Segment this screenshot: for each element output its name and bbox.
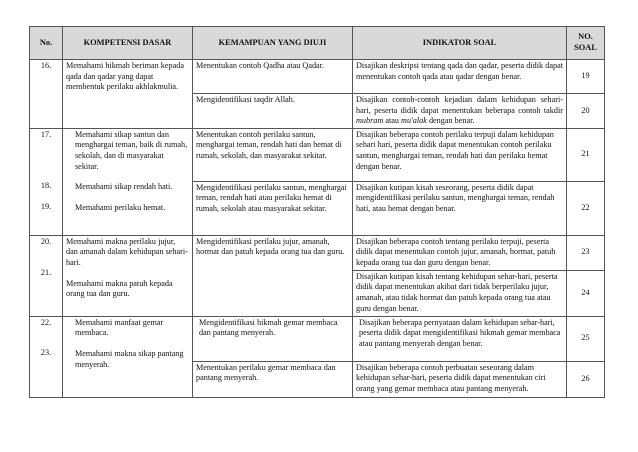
table-row [30, 128, 605, 181]
indikator-cell: Disajikan kutipan kisah tentang kehidupan sehar-hari, peserta didik dapat menentukan akibat dari tidak berperilaku jujur, amanah, atau tidak hormat dan patuh kepada orang tua atau guru dengan benar. [353, 270, 567, 316]
row-number-stack [30, 235, 63, 316]
row-number: 23. [40, 348, 52, 358]
kemampuan-cell: Menentukan contoh Qadha atau Qadar. [193, 60, 353, 94]
kd-text: Memahami makna perilaku jujur, dan amanah dalam kehidupan sehari-hari. [66, 236, 188, 267]
indikator-cell: Disajikan beberapa pernyataan dalam kehidupan sehar-hari, peserta didik dapat mengidentifikasi hikmah gemar membaca atau pantang menyerah dengan benar. [353, 316, 567, 361]
kemampuan-cell: Menentukan perilaku gemar membaca dan pantang menyerah. [193, 361, 353, 397]
header-no-soal: NO. SOAL [567, 27, 605, 60]
header-indikator-soal: INDIKATOR SOAL [353, 27, 567, 60]
kd-text: Memahami perilaku hemat. [75, 202, 166, 212]
kd-text: Memahami sikap santun dan menghargai teman, baik di rumah, sekolah, dan di masyarakat sekitar. [75, 129, 188, 171]
nomor-soal-cell: 25 [567, 316, 605, 361]
kompetensi-dasar-cell [63, 235, 193, 316]
kd-text: Memahami makna sikap pantang menyerah. [75, 348, 184, 369]
kisi-kisi-table [29, 26, 605, 398]
kemampuan-cell: Menentukan contoh perilaku santun, menghargai teman, rendah hati dan hemat di rumah, sekolah, dan masyarakat sekitar. [193, 128, 353, 181]
kompetensi-dasar-cell [63, 316, 193, 397]
indikator-cell: Disajikan beberapa contoh tentang perilaku terpuji, peserta didik dapat menentukan contoh jujur, amanah, hormat, patuh kepada orang tua dan guru dengan benar. [353, 235, 567, 270]
kd-text: Memahami manfaat gemar membaca. [75, 317, 164, 338]
header-kemampuan-diuji: KEMAMPUAN YANG DIUJI [193, 27, 353, 60]
indikator-text: Disajikan contoh-contoh kejadian dalam kehidupan sehari-hari, peserta didik dapat menentukan beberapa contoh takdir [356, 95, 563, 115]
indikator-cell: Disajikan beberapa contoh perilaku terpuji dalam kehidupan sehari hari, peserta didik dapat menentukan contoh perilaku santun, menghargai teman, rendah hati dan perilaku hemat dengan benar. [353, 128, 567, 181]
indikator-cell [353, 94, 567, 129]
row-number: 19. [40, 201, 52, 211]
kemampuan-cell: Mengidentifikasi perilaku santun, menghargai teman, rendah hati atau perilaku hemat di rumah, sekolah atau masyarakat sekitar. [193, 181, 353, 235]
kemampuan-cell: Mengidentifikasi perilaku jujur, amanah, hormat dan patuh kepada orang tua dan guru. [193, 235, 353, 316]
nomor-soal-cell: 26 [567, 361, 605, 397]
row-number: 18. [40, 181, 52, 191]
header-kompetensi-dasar: KOMPETENSI DASAR [63, 27, 193, 60]
kd-text: Memahami makna patuh kepada orang tua dan guru. [66, 278, 173, 299]
table-row [30, 316, 605, 361]
nomor-soal-cell: 21 [567, 128, 605, 181]
nomor-soal-cell: 20 [567, 94, 605, 129]
kemampuan-cell: Mengidentifikasi taqdir Allah. [193, 94, 353, 129]
indikator-term-mubram: mubram [356, 116, 384, 126]
indikator-cell: Disajikan kutipan kisah seseorang, peserta didik dapat mengidentifikasi perilaku santun, menghargai teman, rendah hati, atau hemat dengan benar. [353, 181, 567, 235]
table-header-row [30, 27, 605, 60]
kompetensi-dasar-cell: Memahami hikmah beriman kepada qada dan qadar yang dapat membentuk perilaku akhlakmulia. [63, 60, 193, 129]
indikator-term-mualak: mu'alak [401, 116, 427, 126]
indikator-text: dengan benar. [426, 116, 475, 126]
indikator-cell: Disajikan beberapa contoh perbuatan seseorang dalam kehidupan sehar-hari, peserta didik dapat menentukan ciri orang yang gemar membaca atau pantang menyerah. [353, 361, 567, 397]
kd-text: Memahami sikap rendah hati. [75, 182, 173, 192]
table-row [30, 60, 605, 94]
row-number: 22. [40, 317, 52, 327]
indikator-text: atau [383, 116, 402, 126]
nomor-soal-cell: 23 [567, 235, 605, 270]
header-no: No. [30, 27, 63, 60]
kemampuan-cell: Mengidentifikasi hikmah gemar membaca dan pantang menyerah. [193, 316, 353, 361]
nomor-soal-cell: 19 [567, 60, 605, 94]
indikator-cell: Disajikan deskripsi tentang qada dan qadar, peserta didik dapat menentukan contoh qada atau qadar dengan benar. [353, 60, 567, 94]
row-number: 21. [40, 268, 52, 278]
row-number-stack [30, 316, 63, 397]
nomor-soal-cell: 22 [567, 181, 605, 235]
kompetensi-dasar-cell [63, 128, 193, 235]
row-number: 16. [30, 60, 63, 129]
row-number: 20. [40, 236, 52, 246]
nomor-soal-cell: 24 [567, 270, 605, 316]
row-number: 17. [40, 129, 52, 139]
row-number-stack [30, 128, 63, 235]
table-row [30, 235, 605, 270]
